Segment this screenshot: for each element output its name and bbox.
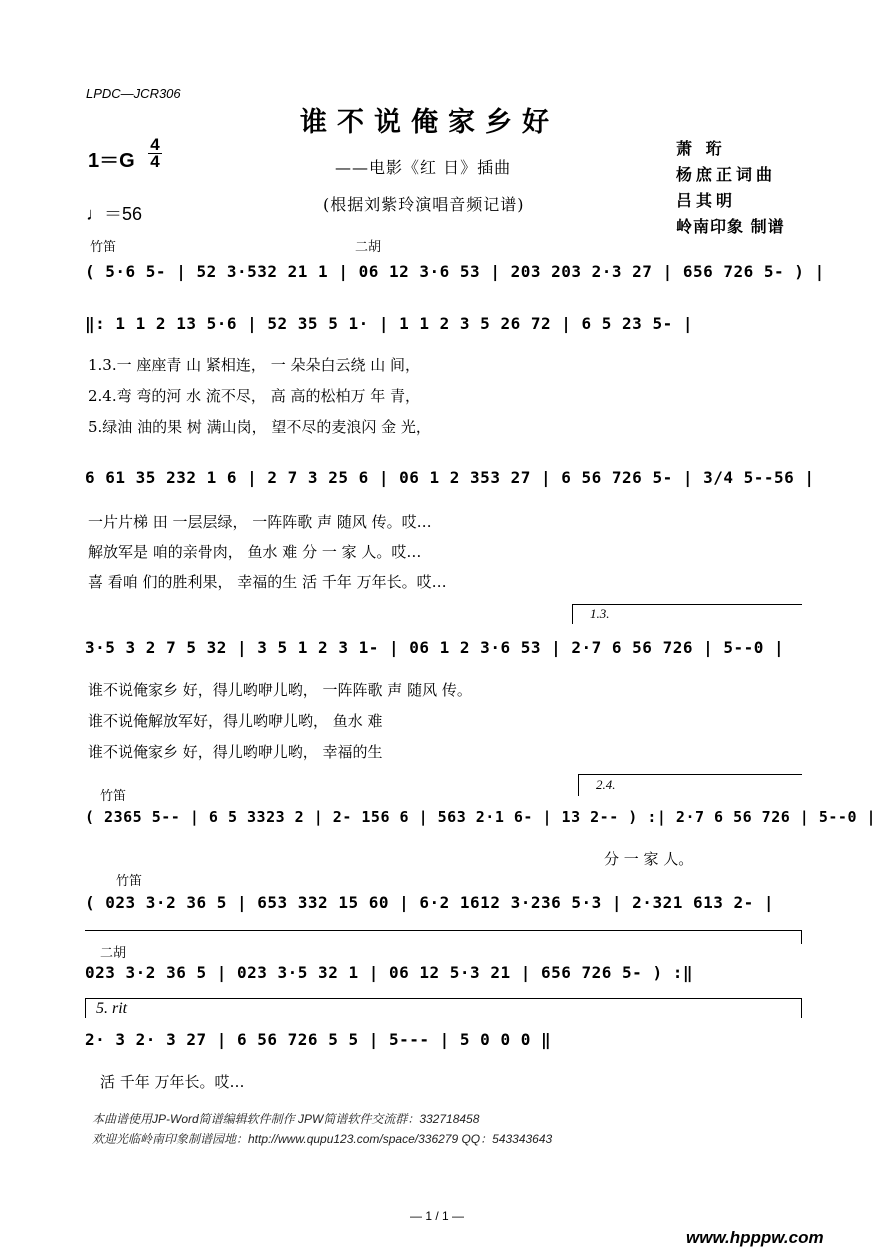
lyric-line-3a: 一片片梯 田 一层层绿， 一阵阵歌 声 随风 传。哎… — [88, 513, 432, 531]
credit-line-3: 吕其明 — [676, 191, 737, 210]
lyric-verse-1: 1.3.一 座座青 山 紧相连， 一 朵朵白云绕 山 间， — [88, 356, 421, 374]
site-watermark: www.hpppw.com — [686, 1228, 824, 1247]
music-line-3: 6 61 35 232 1 6 | 2 7 3 25 6 | 06 1 2 353 27 | 6 56 726 5- | 3/4 5--56 | — [85, 468, 815, 487]
instrument-label-dizi-2: 竹笛 — [100, 789, 127, 804]
credit-line-1: 萧 珩 — [676, 139, 726, 158]
transcription-note: (根据刘紫玲演唱音频记谱) — [323, 195, 525, 214]
ending-lyric-5: 活 千年 万年长。哎… — [100, 1073, 245, 1091]
volta-5-rit: 5. rit — [96, 1000, 128, 1017]
instrument-label-erhu: 二胡 — [355, 240, 382, 255]
credit-line-2: 杨庶正词曲 — [676, 165, 777, 184]
ending-lyric-2-4: 分 一 家 人。 — [604, 850, 694, 868]
time-top: 4 — [150, 135, 160, 154]
music-line-8: 2· 3 2· 3 27 | 6 56 726 5 5 | 5--- | 5 0 0 0 ‖ — [85, 1030, 552, 1049]
lyric-line-3c: 喜 看咱 们的胜利果， 幸福的生 活 千年 万年长。哎… — [88, 573, 447, 591]
refrain-line-2: 谁不说俺解放军好，得儿哟咿儿哟， 鱼水 难 — [88, 712, 383, 730]
time-bottom: 4 — [150, 152, 160, 171]
footer-website-note: 欢迎光临岭南印象制谱园地：http://www.qupu123.com/space/336279 QQ：543343643 — [92, 1132, 553, 1146]
page-number: — 1 / 1 — — [410, 1209, 465, 1223]
tempo-mark: ♩＝56 — [86, 204, 143, 224]
volta-1-3: 1.3. — [590, 606, 610, 621]
credit-line-4: 岭南印象 制谱 — [676, 217, 785, 236]
song-title: 谁不说俺家乡好 — [300, 107, 559, 138]
music-line-1: ( 5·6 5- | 52 3·532 21 1 | 06 12 3·6 53 | 203 203 2·3 27 | 656 726 5- ) | — [85, 262, 825, 281]
instrument-label-erhu-2: 二胡 — [100, 946, 127, 961]
instrument-label-dizi: 竹笛 — [90, 240, 117, 255]
score-code: LPDC—JCR306 — [86, 86, 181, 101]
lyric-verse-3: 5.绿油 油的果 树 满山岗， 望不尽的麦浪闪 金 光， — [88, 418, 431, 436]
refrain-line-3: 谁不说俺家乡 好，得儿哟咿儿哟， 幸福的生 — [88, 743, 383, 761]
music-line-2: ‖: 1 1 2 13 5·6 | 52 35 5 1· | 1 1 2 3 5 26 72 | 6 5 23 5- | — [85, 314, 693, 333]
footer-software-note: 本曲谱使用JP-Word简谱编辑软件制作 JPW简谱软件交流群：332718458 — [92, 1112, 480, 1126]
song-subtitle: ——电影《红 日》插曲 — [335, 158, 512, 177]
music-line-4: 3·5 3 2 7 5 32 | 3 5 1 2 3 1- | 06 1 2 3·6 53 | 2·7 6 56 726 | 5--0 | — [85, 638, 785, 657]
lyric-line-3b: 解放军是 咱的亲骨肉， 鱼水 难 分 一 家 人。哎… — [88, 543, 422, 561]
time-signature — [148, 137, 162, 170]
music-line-5: ( 2365 5-- | 6 5 3323 2 | 2- 156 6 | 563 2·1 6- | 13 2-- ) :| 2·7 6 56 726 | 5--0 | — [85, 808, 877, 826]
music-line-6: ( 023 3·2 36 5 | 653 332 15 60 | 6·2 1612 3·236 5·3 | 2·321 613 2- | — [85, 893, 775, 912]
instrument-label-dizi-3: 竹笛 — [116, 874, 143, 889]
refrain-line-1: 谁不说俺家乡 好，得儿哟咿儿哟， 一阵阵歌 声 随风 传。 — [88, 681, 472, 699]
volta-2-4: 2.4. — [596, 777, 616, 792]
music-line-7: 023 3·2 36 5 | 023 3·5 32 1 | 06 12 5·3 21 | 656 726 5- ) :‖ — [85, 963, 693, 982]
key-signature: 1＝G — [88, 150, 135, 172]
lyric-verse-2: 2.4.弯 弯的河 水 流不尽， 高 高的松柏万 年 青， — [88, 387, 421, 405]
